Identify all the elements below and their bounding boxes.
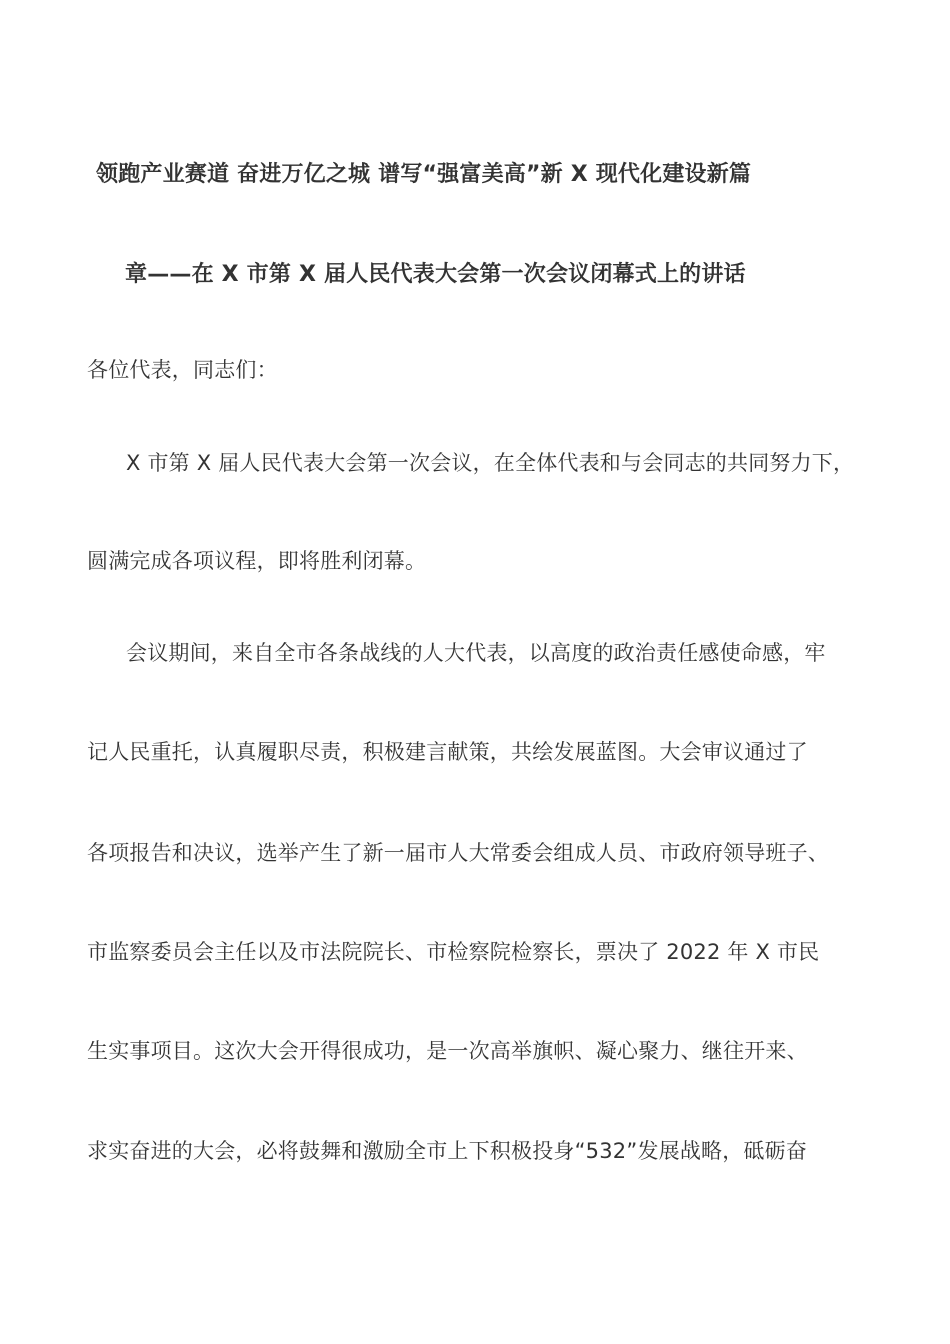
salutation: 各位代表，同志们： xyxy=(87,358,278,382)
document-title-line-1: 领跑产业赛道 奋进万亿之城 谱写“强富美高”新 X 现代化建设新篇 xyxy=(96,162,752,187)
paragraph-2-line-2: 记人民重托，认真履职尽责，积极建言献策，共绘发展蓝图。大会审议通过了 xyxy=(87,740,808,764)
document-title-line-2: 章——在 X 市第 X 届人民代表大会第一次会议闭幕式上的讲话 xyxy=(125,262,746,287)
paragraph-2-line-3: 各项报告和决议，选举产生了新一届市人大常委会组成人员、市政府领导班子、 xyxy=(87,841,829,865)
paragraph-1-line-2: 圆满完成各项议程，即将胜利闭幕。 xyxy=(87,549,427,573)
paragraph-1-line-1: X 市第 X 届人民代表大会第一次会议，在全体代表和与会同志的共同努力下， xyxy=(126,451,855,475)
paragraph-2-line-6: 求实奋进的大会，必将鼓舞和激励全市上下积极投身“532”发展战略，砥砺奋 xyxy=(87,1139,808,1163)
paragraph-2-line-5: 生实事项目。这次大会开得很成功，是一次高举旗帜、凝心聚力、继往开来、 xyxy=(87,1039,808,1063)
paragraph-2-line-1: 会议期间，来自全市各条战线的人大代表，以高度的政治责任感使命感，牢 xyxy=(126,641,826,665)
paragraph-2-line-4: 市监察委员会主任以及市法院院长、市检察院检察长，票决了 2022 年 X 市民 xyxy=(87,940,820,964)
